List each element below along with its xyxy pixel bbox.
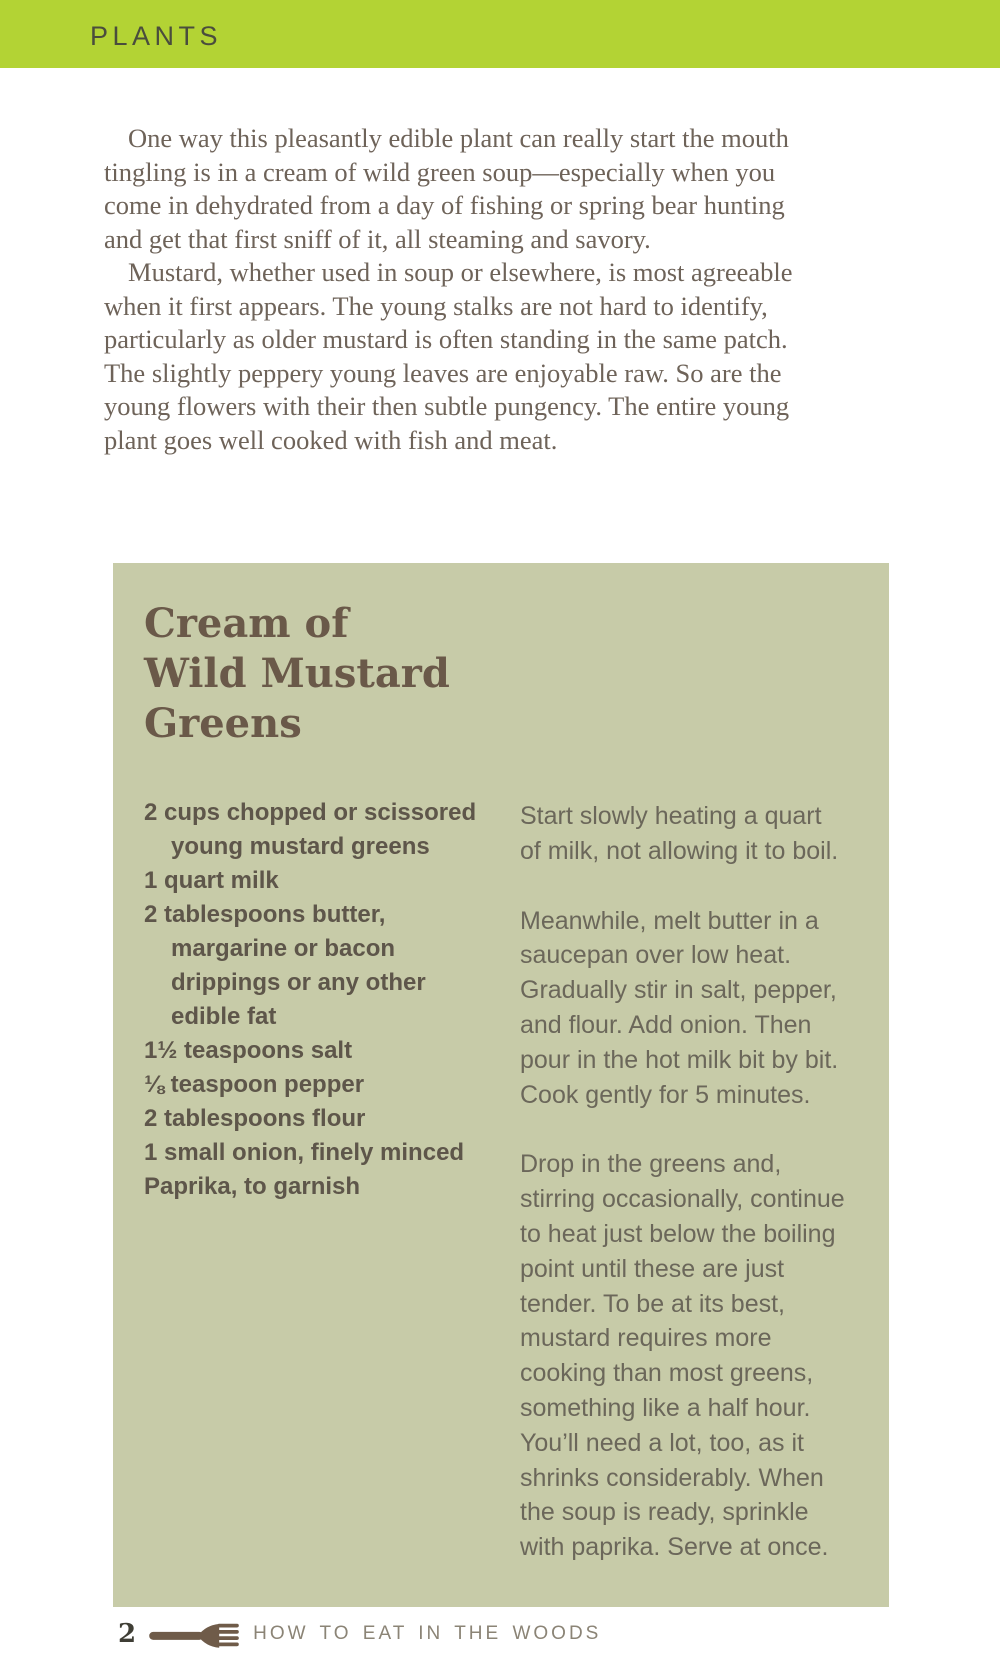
recipe-title: Cream of Wild Mustard Greens — [144, 600, 450, 747]
book-title: HOW TO EAT IN THE WOODS — [253, 1623, 602, 1644]
recipe-step: Drop in the greens and, stirring occasionally, continue to heat just below the boiling point until these are just tender. To be at its best, mustard requires more cooking than most greens, something like a half hour. You’ll need a lot, too, as it shrinks considerably. When the soup is ready, sprinkle with paprika. Serve at once. — [520, 1150, 845, 1562]
article-text — [104, 122, 904, 457]
article-paragraph: One way this pleasantly edible plant can really start the mouth tingling is in a cream of wild green soup—especially when you come in dehydrated from a day of fishing or spring bear hunting and get that first sniff of it, all steaming and savory. — [104, 123, 789, 254]
chapter-title: PLANTS — [90, 21, 223, 51]
page-number: 2 — [118, 1619, 137, 1649]
ingredient-item: 1 small onion, finely minced — [144, 1139, 465, 1166]
recipe-step: Start slowly heating a quart of milk, not allowing it to boil. — [520, 802, 839, 865]
recipe-card — [113, 563, 889, 1607]
ingredient-list — [144, 796, 504, 1204]
fork-icon — [149, 1621, 239, 1649]
article-paragraph: Mustard, whether used in soup or elsewhere, is most agreeable when it first appears. The young stalks are not hard to identify, particularly as older mustard is often standing in the same patch. The slightly peppery young leaves are enjoyable raw. So are the young flowers with their then subtle pungency. The entire young plant goes well cooked with fish and meat. — [104, 257, 793, 455]
ingredient-item: 2 tablespoons flour — [144, 1105, 366, 1132]
page-footer — [118, 1618, 601, 1650]
ingredient-item: 2 tablespoons butter, margarine or bacon drippings or any other edible fat — [144, 901, 426, 1030]
ingredient-item: 2 cups chopped or scissored young mustard greens — [144, 799, 477, 860]
ingredient-item: 1 quart milk — [144, 867, 279, 894]
recipe-instructions — [520, 799, 870, 1565]
ingredient-item: 1½ teaspoons salt — [144, 1037, 353, 1064]
ingredient-item: Paprika, to garnish — [144, 1173, 361, 1200]
recipe-step: Meanwhile, melt butter in a saucepan over low heat. Gradually stir in salt, pepper, and flour. Add onion. Then pour in the hot milk bit by bit. Cook gently for 5 minutes. — [520, 906, 839, 1109]
ingredient-item: ⅛ teaspoon pepper — [144, 1071, 365, 1098]
chapter-header-bar — [0, 0, 1000, 68]
